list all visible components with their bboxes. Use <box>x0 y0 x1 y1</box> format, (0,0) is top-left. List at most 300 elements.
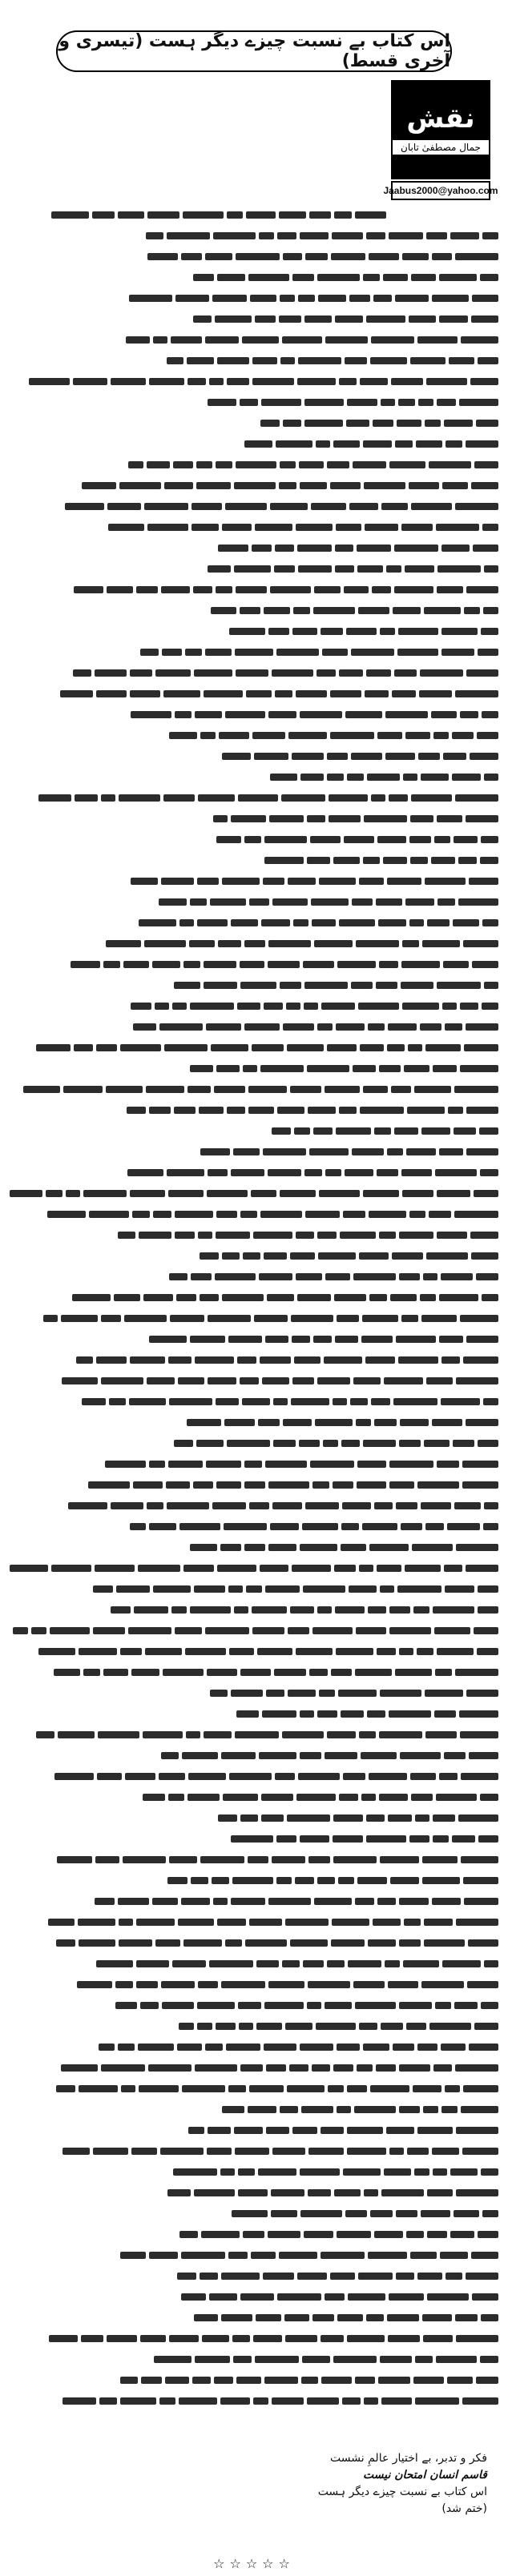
text-word-placeholder <box>433 2168 447 2176</box>
text-word-placeholder <box>221 2314 252 2321</box>
text-word-placeholder <box>409 1835 429 1843</box>
text-word-placeholder <box>268 961 300 968</box>
text-word-placeholder <box>197 878 219 885</box>
text-word-placeholder <box>333 1856 377 1863</box>
text-word-placeholder <box>347 2085 367 2092</box>
text-word-placeholder <box>380 1690 421 1697</box>
text-word-placeholder <box>299 461 324 468</box>
text-word-placeholder <box>167 1169 204 1176</box>
body-text-line <box>10 769 498 785</box>
text-word-placeholder <box>369 1544 409 1551</box>
text-word-placeholder <box>482 232 498 239</box>
body-text-line <box>10 1497 498 1513</box>
text-word-placeholder <box>439 274 477 281</box>
text-word-placeholder <box>237 1003 260 1010</box>
text-word-placeholder <box>292 1336 310 1343</box>
text-word-placeholder <box>240 2064 263 2072</box>
text-word-placeholder <box>261 919 290 926</box>
text-word-placeholder <box>426 1252 468 1260</box>
text-word-placeholder <box>392 1252 423 1260</box>
text-word-placeholder <box>325 2293 345 2301</box>
text-word-placeholder <box>227 378 249 385</box>
text-word-placeholder <box>232 1877 273 1884</box>
text-word-placeholder <box>339 1107 357 1114</box>
text-word-placeholder <box>362 1315 398 1322</box>
text-word-placeholder <box>471 2252 498 2259</box>
text-word-placeholder <box>336 524 361 531</box>
text-word-placeholder <box>46 1190 62 1197</box>
text-word-placeholder <box>333 2356 377 2363</box>
text-word-placeholder <box>51 1565 92 1572</box>
text-word-placeholder <box>325 1752 357 1759</box>
text-word-placeholder <box>133 1023 156 1031</box>
text-word-placeholder <box>311 503 346 510</box>
text-word-placeholder <box>209 378 224 385</box>
text-word-placeholder <box>220 1544 241 1551</box>
text-word-placeholder <box>436 524 479 531</box>
text-word-placeholder <box>190 1606 231 1614</box>
text-word-placeholder <box>447 1523 480 1530</box>
text-word-placeholder <box>483 1523 498 1530</box>
text-word-placeholder <box>454 2002 478 2009</box>
text-word-placeholder <box>321 2377 352 2384</box>
text-word-placeholder <box>266 2127 289 2134</box>
text-word-placeholder <box>435 1669 452 1676</box>
text-word-placeholder <box>447 2377 473 2384</box>
text-word-placeholder <box>149 1107 171 1114</box>
text-word-placeholder <box>478 2231 498 2238</box>
text-word-placeholder <box>193 274 214 281</box>
text-word-placeholder <box>355 1898 374 1905</box>
text-word-placeholder <box>436 1794 477 1801</box>
body-text-line <box>10 1851 498 1867</box>
text-word-placeholder <box>243 1252 260 1260</box>
text-word-placeholder <box>251 1190 277 1197</box>
text-word-placeholder <box>327 753 348 760</box>
text-word-placeholder <box>216 2023 236 2030</box>
text-word-placeholder <box>396 2273 414 2280</box>
body-text-line <box>10 561 498 577</box>
text-word-placeholder <box>276 649 319 656</box>
text-word-placeholder <box>462 2148 498 2155</box>
text-word-placeholder <box>431 857 455 864</box>
body-text-line <box>10 852 498 868</box>
text-word-placeholder <box>264 2002 304 2009</box>
text-word-placeholder <box>288 878 316 885</box>
text-word-placeholder <box>262 1377 289 1384</box>
text-word-placeholder <box>31 1627 46 1634</box>
text-word-placeholder <box>370 2210 393 2217</box>
text-word-placeholder <box>353 1273 396 1280</box>
text-word-placeholder <box>280 461 296 468</box>
text-word-placeholder <box>461 336 498 344</box>
text-word-placeholder <box>403 1960 439 1967</box>
text-word-placeholder <box>455 503 498 510</box>
text-word-placeholder <box>229 1648 254 1655</box>
text-word-placeholder <box>421 2210 450 2217</box>
text-word-placeholder <box>176 1294 196 1301</box>
text-word-placeholder <box>296 1232 314 1239</box>
text-word-placeholder <box>254 1315 288 1322</box>
text-word-placeholder <box>357 565 383 573</box>
text-word-placeholder <box>341 1544 366 1551</box>
text-word-placeholder <box>466 1148 498 1155</box>
column-logo <box>391 80 490 179</box>
text-word-placeholder <box>266 2064 286 2072</box>
text-word-placeholder <box>464 607 480 614</box>
body-text-line <box>10 540 498 556</box>
text-word-placeholder <box>429 461 471 468</box>
text-word-placeholder <box>297 545 332 552</box>
text-word-placeholder <box>88 1481 130 1489</box>
text-word-placeholder <box>264 857 304 864</box>
text-word-placeholder <box>273 1440 296 1447</box>
text-word-placeholder <box>208 1315 251 1322</box>
text-word-placeholder <box>471 1252 498 1260</box>
text-word-placeholder <box>10 1565 48 1572</box>
text-word-placeholder <box>195 1356 234 1364</box>
text-word-placeholder <box>129 295 172 302</box>
text-word-placeholder <box>406 1148 436 1155</box>
text-word-placeholder <box>269 815 304 822</box>
text-word-placeholder <box>356 1627 386 1634</box>
text-word-placeholder <box>343 1773 365 1780</box>
text-word-placeholder <box>399 1898 429 1905</box>
text-word-placeholder <box>222 753 251 760</box>
text-word-placeholder <box>178 1919 214 1926</box>
text-word-placeholder <box>380 628 395 635</box>
text-word-placeholder <box>215 315 252 323</box>
text-word-placeholder <box>191 1877 208 1884</box>
text-word-placeholder <box>129 1398 166 1405</box>
text-word-placeholder <box>240 982 276 989</box>
text-word-placeholder <box>453 919 479 926</box>
text-word-placeholder <box>369 1294 387 1301</box>
text-word-placeholder <box>71 961 100 968</box>
text-word-placeholder <box>61 1315 98 1322</box>
text-word-placeholder <box>478 1585 498 1593</box>
text-word-placeholder <box>381 2023 403 2030</box>
text-word-placeholder <box>377 1169 398 1176</box>
text-word-placeholder <box>313 607 355 614</box>
text-word-placeholder <box>147 253 178 260</box>
text-word-placeholder <box>389 1481 414 1489</box>
text-word-placeholder <box>450 2168 478 2176</box>
text-word-placeholder <box>327 1960 345 1967</box>
text-word-placeholder <box>235 1731 279 1738</box>
text-word-placeholder <box>466 815 498 822</box>
text-word-placeholder <box>83 1190 127 1197</box>
text-word-placeholder <box>355 2377 375 2384</box>
text-word-placeholder <box>252 1044 284 1051</box>
text-word-placeholder <box>406 2023 426 2030</box>
text-word-placeholder <box>466 669 498 677</box>
text-word-placeholder <box>211 1044 248 1051</box>
text-word-placeholder <box>289 2064 308 2072</box>
text-word-placeholder <box>268 1481 309 1489</box>
text-word-placeholder <box>209 2293 237 2301</box>
text-word-placeholder <box>276 440 312 448</box>
text-word-placeholder <box>279 2252 317 2259</box>
text-word-placeholder <box>352 1148 384 1155</box>
text-word-placeholder <box>323 1440 338 1447</box>
text-word-placeholder <box>169 2335 199 2342</box>
body-text-line <box>10 1456 498 1472</box>
text-word-placeholder <box>144 503 188 510</box>
text-word-placeholder <box>225 711 265 718</box>
text-word-placeholder <box>181 253 202 260</box>
text-word-placeholder <box>352 898 373 906</box>
text-word-placeholder <box>240 1377 259 1384</box>
text-word-placeholder <box>370 2085 409 2092</box>
text-word-placeholder <box>399 1440 421 1447</box>
text-word-placeholder <box>454 1502 481 1509</box>
text-word-placeholder <box>287 2085 325 2092</box>
text-word-placeholder <box>187 378 206 385</box>
text-word-placeholder <box>303 1960 324 1967</box>
text-word-placeholder <box>482 2210 498 2217</box>
text-word-placeholder <box>175 295 209 302</box>
text-word-placeholder <box>95 1856 119 1863</box>
text-word-placeholder <box>369 253 399 260</box>
text-word-placeholder <box>480 1169 498 1176</box>
text-word-placeholder <box>317 1606 332 1614</box>
text-word-placeholder <box>454 2210 479 2217</box>
text-word-placeholder <box>425 1690 463 1697</box>
text-word-placeholder <box>467 1981 498 1988</box>
text-word-placeholder <box>331 1669 352 1676</box>
text-word-placeholder <box>290 1252 315 1260</box>
text-word-placeholder <box>244 940 265 947</box>
text-word-placeholder <box>120 2252 146 2259</box>
text-word-placeholder <box>433 732 449 739</box>
text-word-placeholder <box>360 1107 404 1114</box>
text-word-placeholder <box>163 794 195 802</box>
text-word-placeholder <box>200 2273 218 2280</box>
text-word-placeholder <box>337 2044 360 2051</box>
text-word-placeholder <box>331 1939 365 1947</box>
text-word-placeholder <box>373 295 392 302</box>
text-word-placeholder <box>480 274 498 281</box>
text-word-placeholder <box>482 919 498 926</box>
text-word-placeholder <box>413 2377 444 2384</box>
text-word-placeholder <box>167 357 183 364</box>
body-text-line <box>10 311 498 327</box>
body-text-line <box>10 248 498 264</box>
text-word-placeholder <box>396 1502 417 1509</box>
text-word-placeholder <box>280 295 295 302</box>
text-word-placeholder <box>155 669 191 677</box>
text-word-placeholder <box>357 545 391 552</box>
text-word-placeholder <box>288 1690 316 1697</box>
text-word-placeholder <box>442 482 468 489</box>
text-word-placeholder <box>481 836 498 843</box>
text-word-placeholder <box>385 753 415 760</box>
text-word-placeholder <box>410 857 428 864</box>
text-word-placeholder <box>327 461 349 468</box>
text-word-placeholder <box>325 1169 341 1176</box>
body-text-line <box>10 1206 498 1222</box>
text-word-placeholder <box>321 2252 365 2259</box>
text-word-placeholder <box>459 1710 498 1718</box>
text-word-placeholder <box>417 336 458 344</box>
text-word-placeholder <box>193 1481 213 1489</box>
text-word-placeholder <box>337 961 376 968</box>
body-text-line <box>10 831 498 847</box>
text-word-placeholder <box>300 232 329 239</box>
text-word-placeholder <box>358 1003 399 1010</box>
text-word-placeholder <box>443 961 469 968</box>
text-word-placeholder <box>335 545 353 552</box>
text-word-placeholder <box>227 1440 270 1447</box>
text-word-placeholder <box>374 1419 397 1426</box>
text-word-placeholder <box>300 1710 314 1718</box>
body-text-line <box>10 477 498 493</box>
text-word-placeholder <box>93 2148 128 2155</box>
text-word-placeholder <box>244 1481 265 1489</box>
text-word-placeholder <box>192 524 219 531</box>
text-word-placeholder <box>466 1690 498 1697</box>
text-word-placeholder <box>300 1835 329 1843</box>
text-word-placeholder <box>131 878 158 885</box>
text-word-placeholder <box>208 1169 228 1176</box>
text-word-placeholder <box>89 1211 129 1218</box>
text-word-placeholder <box>423 2106 438 2113</box>
text-word-placeholder <box>319 1190 360 1197</box>
text-word-placeholder <box>267 1294 294 1301</box>
text-word-placeholder <box>311 898 349 906</box>
text-word-placeholder <box>474 2023 498 2030</box>
text-word-placeholder <box>429 1211 451 1218</box>
text-word-placeholder <box>260 1356 291 1364</box>
text-word-placeholder <box>321 1003 355 1010</box>
text-word-placeholder <box>407 1107 445 1114</box>
text-word-placeholder <box>342 1502 371 1509</box>
body-text-line <box>10 207 386 223</box>
text-word-placeholder <box>345 711 382 718</box>
text-word-placeholder <box>136 1919 175 1926</box>
text-word-placeholder <box>347 2335 385 2342</box>
text-word-placeholder <box>377 836 406 843</box>
text-word-placeholder <box>316 440 330 448</box>
text-word-placeholder <box>265 1585 300 1593</box>
text-word-placeholder <box>57 1856 92 1863</box>
text-word-placeholder <box>98 1731 139 1738</box>
text-word-placeholder <box>481 2168 498 2176</box>
text-word-placeholder <box>139 2085 179 2092</box>
text-word-placeholder <box>437 898 455 906</box>
text-word-placeholder <box>349 295 370 302</box>
text-word-placeholder <box>363 1190 399 1197</box>
text-word-placeholder <box>268 1169 301 1176</box>
text-word-placeholder <box>381 2397 412 2405</box>
text-word-placeholder <box>336 1127 371 1135</box>
text-word-placeholder <box>119 794 160 802</box>
text-word-placeholder <box>365 524 398 531</box>
text-word-placeholder <box>454 1211 498 1218</box>
text-word-placeholder <box>452 1835 475 1843</box>
text-word-placeholder <box>273 1398 288 1405</box>
text-word-placeholder <box>274 1669 306 1676</box>
text-word-placeholder <box>316 669 336 677</box>
text-word-placeholder <box>317 1377 350 1384</box>
text-word-placeholder <box>358 607 389 614</box>
text-word-placeholder <box>255 2356 299 2363</box>
text-word-placeholder <box>302 1523 338 1530</box>
text-word-placeholder <box>432 1419 462 1426</box>
text-word-placeholder <box>458 1814 498 1822</box>
text-word-placeholder <box>253 1232 292 1239</box>
text-word-placeholder <box>161 1981 195 1988</box>
text-word-placeholder <box>280 2106 298 2113</box>
text-word-placeholder <box>148 2064 192 2072</box>
text-word-placeholder <box>292 628 317 635</box>
text-word-placeholder <box>366 315 405 323</box>
body-text-line <box>10 1747 498 1763</box>
text-word-placeholder <box>209 1960 253 1967</box>
text-word-placeholder <box>369 1773 407 1780</box>
text-word-placeholder <box>399 1939 421 1947</box>
text-word-placeholder <box>327 1731 356 1738</box>
text-word-placeholder <box>443 753 466 760</box>
text-word-placeholder <box>181 2252 225 2259</box>
text-word-placeholder <box>260 1065 304 1072</box>
text-word-placeholder <box>96 1044 117 1051</box>
text-word-placeholder <box>433 1606 474 1614</box>
text-word-placeholder <box>83 1669 100 1676</box>
text-word-placeholder <box>337 1315 359 1322</box>
text-word-placeholder <box>321 2127 344 2134</box>
text-word-placeholder <box>200 1294 219 1301</box>
text-word-placeholder <box>484 1960 498 1967</box>
text-word-placeholder <box>264 1252 287 1260</box>
text-word-placeholder <box>388 1814 412 1822</box>
text-word-placeholder <box>459 399 498 406</box>
text-word-placeholder <box>271 2189 304 2196</box>
text-word-placeholder <box>163 690 200 697</box>
text-word-placeholder <box>205 336 239 344</box>
text-word-placeholder <box>109 1398 126 1405</box>
text-word-placeholder <box>333 440 360 448</box>
body-text-line <box>10 914 498 930</box>
text-word-placeholder <box>332 1919 369 1926</box>
text-word-placeholder <box>300 774 324 781</box>
text-word-placeholder <box>337 2106 351 2113</box>
text-word-placeholder <box>395 295 429 302</box>
text-word-placeholder <box>423 1273 437 1280</box>
text-word-placeholder <box>166 1481 190 1489</box>
text-word-placeholder <box>283 420 301 427</box>
text-word-placeholder <box>339 669 363 677</box>
text-word-placeholder <box>461 1773 498 1780</box>
text-word-placeholder <box>240 607 260 614</box>
text-word-placeholder <box>222 1294 264 1301</box>
text-word-placeholder <box>305 253 328 260</box>
text-word-placeholder <box>317 1023 333 1031</box>
text-word-placeholder <box>164 1044 208 1051</box>
text-word-placeholder <box>298 1773 340 1780</box>
text-word-placeholder <box>407 2148 429 2155</box>
text-word-placeholder <box>334 1565 356 1572</box>
text-word-placeholder <box>194 1585 225 1593</box>
text-word-placeholder <box>228 1585 243 1593</box>
text-word-placeholder <box>244 1544 265 1551</box>
text-word-placeholder <box>193 315 212 323</box>
body-text-line <box>10 581 498 597</box>
text-word-placeholder <box>217 274 245 281</box>
body-text-line <box>10 1393 498 1409</box>
text-word-placeholder <box>469 2044 498 2051</box>
